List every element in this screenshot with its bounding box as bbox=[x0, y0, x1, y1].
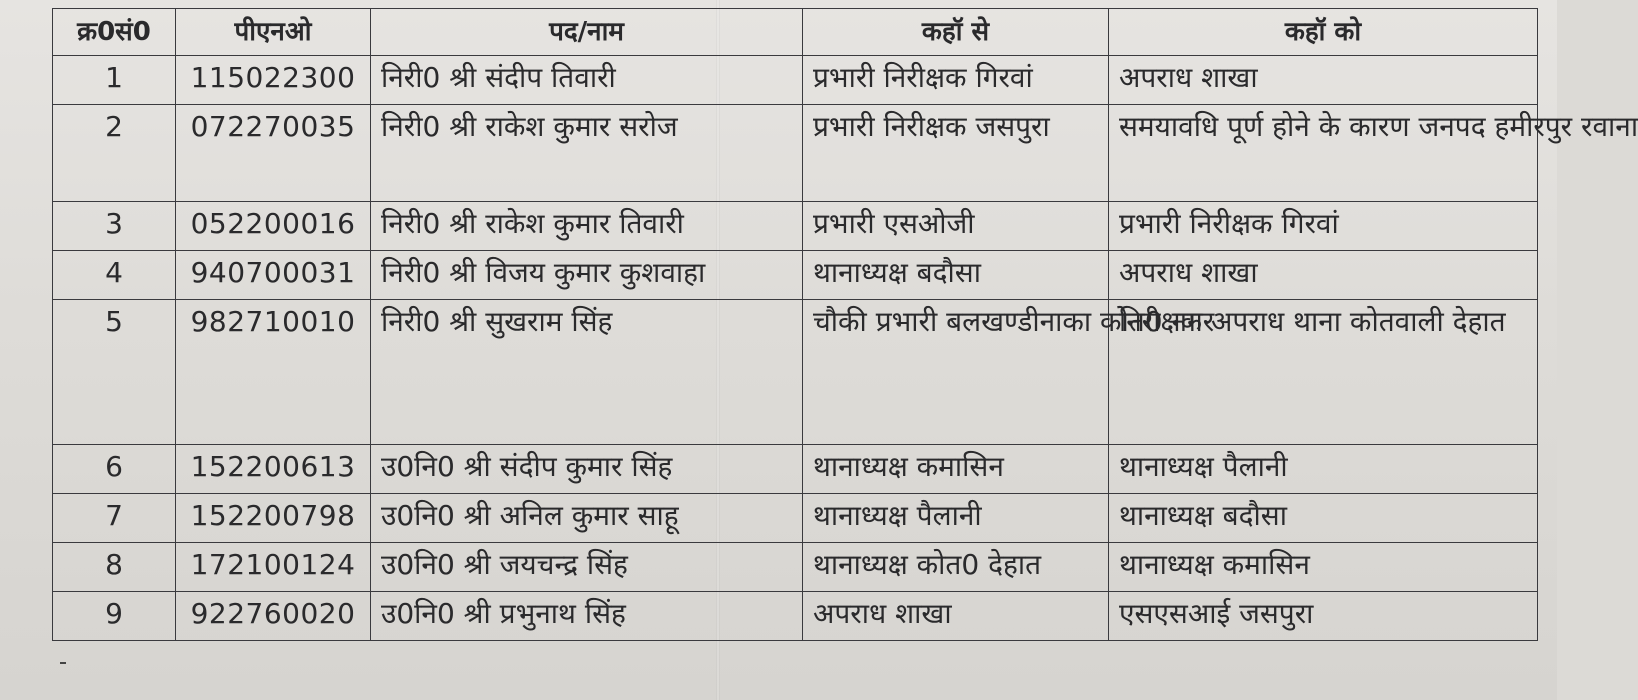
posted-from: प्रभारी निरीक्षक गिरवां bbox=[803, 56, 1109, 105]
pno-number: 152200613 bbox=[176, 445, 371, 494]
posted-to: अपराध शाखा bbox=[1109, 56, 1538, 105]
serial-number: 2 bbox=[53, 105, 176, 202]
posted-to: समयावधि पूर्ण होने के कारण जनपद हमीरपुर रवाना bbox=[1109, 105, 1538, 202]
posted-from: प्रभारी निरीक्षक जसपुरा bbox=[803, 105, 1109, 202]
pno-number: 982710010 bbox=[176, 300, 371, 445]
officer-name: उ0नि0 श्री अनिल कुमार साहू bbox=[371, 494, 803, 543]
pno-number: 922760020 bbox=[176, 592, 371, 641]
posted-from: थानाध्यक्ष पैलानी bbox=[803, 494, 1109, 543]
officer-name: निरी0 श्री सुखराम सिंह bbox=[371, 300, 803, 445]
posted-to: अपराध शाखा bbox=[1109, 251, 1538, 300]
header-to: कहॉ को bbox=[1109, 9, 1538, 56]
pno-number: 052200016 bbox=[176, 202, 371, 251]
pno-number: 152200798 bbox=[176, 494, 371, 543]
officer-name: निरी0 श्री राकेश कुमार सरोज bbox=[371, 105, 803, 202]
serial-number: 5 bbox=[53, 300, 176, 445]
posted-to: थानाध्यक्ष पैलानी bbox=[1109, 445, 1538, 494]
transfer-table bbox=[52, 8, 1638, 641]
serial-number: 4 bbox=[53, 251, 176, 300]
officer-name: निरी0 श्री विजय कुमार कुशवाहा bbox=[371, 251, 803, 300]
officer-name: उ0नि0 श्री प्रभुनाथ सिंह bbox=[371, 592, 803, 641]
table-row bbox=[53, 494, 1538, 543]
table-row bbox=[53, 592, 1538, 641]
posted-from: थानाध्यक्ष कोत0 देहात bbox=[803, 543, 1109, 592]
pno-number: 172100124 bbox=[176, 543, 371, 592]
header-post-name: पद/नाम bbox=[371, 9, 803, 56]
posted-from: थानाध्यक्ष बदौसा bbox=[803, 251, 1109, 300]
header-serial-number: क्र0सं0 bbox=[53, 9, 176, 56]
officer-name: निरी0 श्री संदीप तिवारी bbox=[371, 56, 803, 105]
table-row bbox=[53, 251, 1538, 300]
serial-number: 3 bbox=[53, 202, 176, 251]
header-from: कहॉ से bbox=[803, 9, 1109, 56]
table-row bbox=[53, 300, 1538, 445]
posted-to: एसएसआई जसपुरा bbox=[1109, 592, 1538, 641]
serial-number: 8 bbox=[53, 543, 176, 592]
table-header-row bbox=[53, 9, 1538, 56]
table-row bbox=[53, 56, 1538, 105]
officer-name: उ0नि0 श्री जयचन्द्र सिंह bbox=[371, 543, 803, 592]
pno-number: 940700031 bbox=[176, 251, 371, 300]
header-pno: पीएनओ bbox=[176, 9, 371, 56]
posted-to: प्रभारी निरीक्षक गिरवां bbox=[1109, 202, 1538, 251]
ink-mark bbox=[60, 662, 66, 664]
posted-to: निरीक्षक अपराध थाना कोतवाली देहात bbox=[1109, 300, 1538, 445]
serial-number: 7 bbox=[53, 494, 176, 543]
officer-name: निरी0 श्री राकेश कुमार तिवारी bbox=[371, 202, 803, 251]
posted-to: थानाध्यक्ष कमासिन bbox=[1109, 543, 1538, 592]
posted-from: अपराध शाखा bbox=[803, 592, 1109, 641]
table-row bbox=[53, 543, 1538, 592]
serial-number: 9 bbox=[53, 592, 176, 641]
officer-name: उ0नि0 श्री संदीप कुमार सिंह bbox=[371, 445, 803, 494]
table-row bbox=[53, 105, 1538, 202]
posted-from: थानाध्यक्ष कमासिन bbox=[803, 445, 1109, 494]
pno-number: 072270035 bbox=[176, 105, 371, 202]
serial-number: 1 bbox=[53, 56, 176, 105]
pno-number: 115022300 bbox=[176, 56, 371, 105]
serial-number: 6 bbox=[53, 445, 176, 494]
posted-to: थानाध्यक्ष बदौसा bbox=[1109, 494, 1538, 543]
posted-from: प्रभारी एसओजी bbox=[803, 202, 1109, 251]
table-row bbox=[53, 445, 1538, 494]
table-row bbox=[53, 202, 1538, 251]
posted-from: चौकी प्रभारी बलखण्डीनाका कोत0 नगर bbox=[803, 300, 1109, 445]
